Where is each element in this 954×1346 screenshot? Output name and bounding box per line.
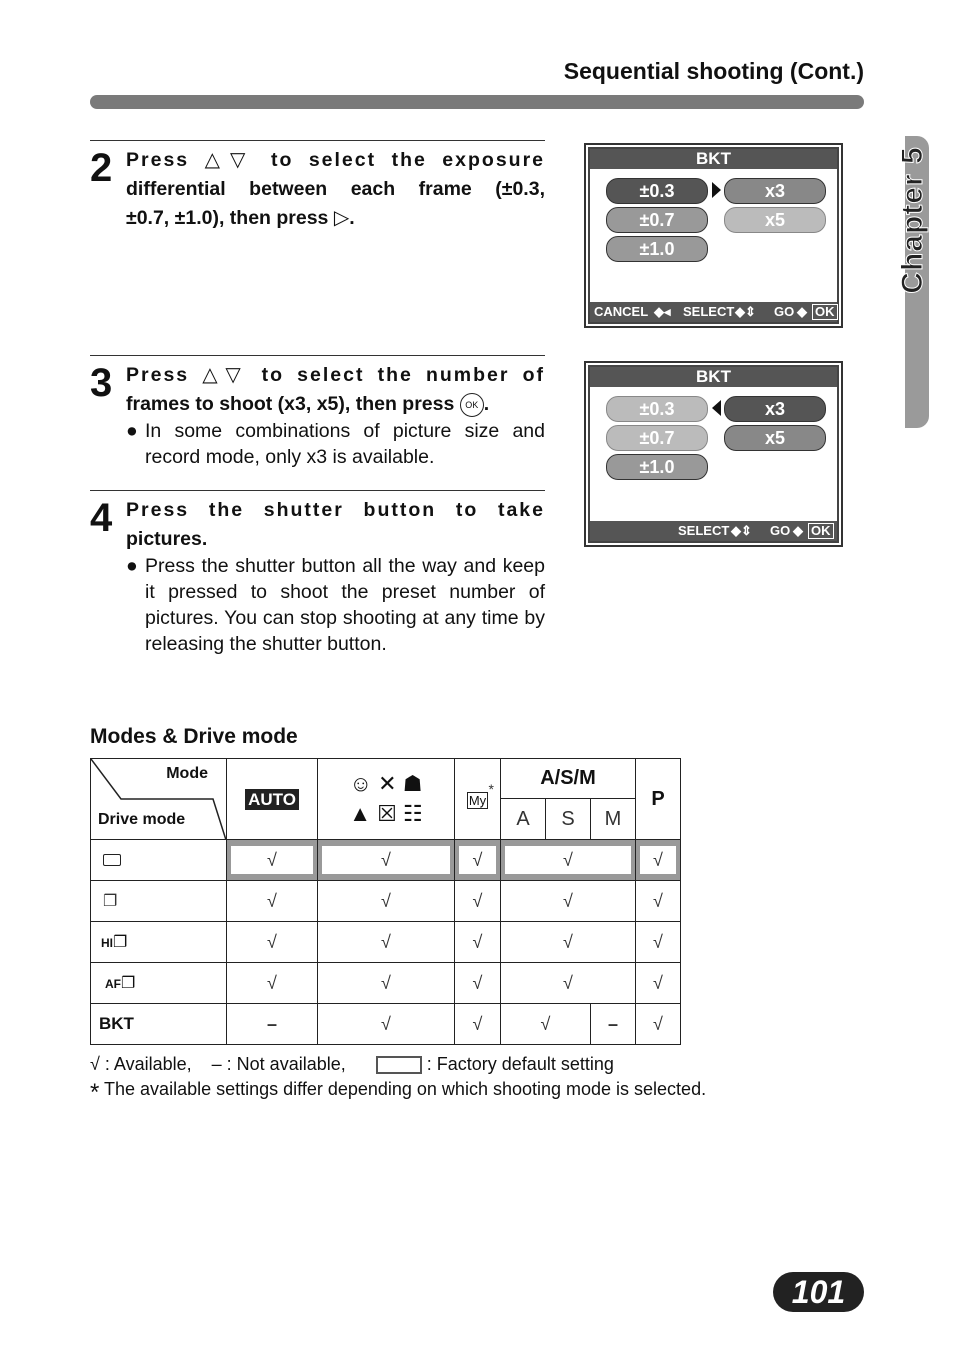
page-header-title: Sequential shooting (Cont.)	[563, 58, 864, 84]
my-mode-header: My *	[455, 759, 501, 840]
frames-x5: x5	[724, 207, 826, 233]
bkt-screen-2	[584, 361, 843, 547]
s-mode-header: S	[546, 799, 591, 840]
option-1-0: ±1.0	[606, 236, 708, 262]
bkt-screen-1	[584, 143, 843, 328]
chapter-label: Chapter 5	[896, 146, 929, 294]
table-row: HI❐ √ √ √ √ √	[91, 922, 681, 963]
step-divider	[90, 140, 545, 141]
night-scene-icon: ☒	[377, 801, 397, 826]
screen-title: BKT	[590, 367, 837, 387]
modes-table	[90, 758, 681, 1045]
header-divider	[90, 95, 864, 109]
portrait-icon: ☺	[349, 771, 373, 796]
p-mode-header: P	[636, 759, 681, 840]
asm-header: A/S/M	[501, 759, 636, 799]
selection-arrow-icon	[712, 182, 721, 198]
step-4-bullet: ● Press the shutter button all the way and keep it pressed to shoot the preset number of pictures. You can stop shooting at any time by releasing the shutter button.	[126, 555, 545, 655]
option-1-0: ±1.0	[606, 454, 708, 480]
step-2-text: Press △▽ to select the exposure differential between each frame (±0.3, ±0.7, ±1.0), then press ▷.	[126, 149, 546, 229]
step-3-bullet: ● In some combinations of picture size and record mode, only x3 is available.	[126, 420, 545, 468]
hi-sequential-icon: ❐	[113, 934, 128, 951]
option-0-3: ±0.3	[606, 396, 708, 422]
my-mode-icon: My	[468, 792, 487, 808]
table-title: Modes & Drive mode	[90, 725, 298, 748]
selection-arrow-icon	[712, 400, 721, 416]
page-number: 101	[773, 1272, 864, 1312]
legend-line: √ : Available, – : Not available, : Factory default setting	[90, 1054, 614, 1074]
option-0-7: ±0.7	[606, 207, 708, 233]
step-divider	[90, 490, 545, 491]
m-mode-header: M	[591, 799, 636, 840]
frames-x3: x3	[724, 178, 826, 204]
night-portrait-icon: ☗	[402, 771, 423, 796]
up-down-arrow-icon: △▽	[202, 364, 249, 386]
table-row: AF❐ √ √ √ √ √	[91, 963, 681, 1004]
auto-mode-header: AUTO	[227, 759, 318, 840]
self-portrait-icon: ☷	[403, 801, 423, 826]
step-3-text: Press △▽ to select the number of frames to shoot (x3, x5), then press OK .	[126, 364, 546, 415]
screen-footer: SELECT ◆⇕ GO ◆ OK	[590, 521, 837, 541]
option-0-7: ±0.7	[606, 425, 708, 451]
landscape-icon: ▲	[349, 801, 372, 826]
option-0-3: ±0.3	[606, 178, 708, 204]
step-number: 3	[90, 361, 113, 405]
star-note: * The available settings differ depending on which shooting mode is selected.	[90, 1079, 707, 1106]
right-arrow-icon: ▷	[333, 207, 350, 229]
single-frame-icon	[103, 854, 121, 866]
step-4-text: Press the shutter button to take pictures.	[126, 499, 545, 550]
sports-icon: ✕	[378, 771, 397, 796]
table-row: √ √ √ √ √	[91, 840, 681, 881]
up-down-arrow-icon: △▽	[204, 149, 256, 171]
frames-x3: x3	[724, 396, 826, 422]
sequential-icon: ❐	[91, 881, 227, 922]
table-corner-cell: Mode Drive mode	[91, 759, 227, 840]
screen-footer: CANCEL ◆◂ SELECT ◆⇕ GO ◆ OK	[590, 302, 837, 322]
table-row: ❐ √ √ √ √ √	[91, 881, 681, 922]
scene-modes-header	[318, 759, 455, 840]
ok-button-icon: OK	[460, 393, 484, 417]
default-setting-swatch	[376, 1056, 422, 1074]
step-divider	[90, 355, 545, 356]
af-sequential-icon: ❐	[121, 975, 136, 992]
step-number: 4	[90, 496, 113, 540]
frames-x5: x5	[724, 425, 826, 451]
table-row: BKT – √ √ √ – √	[91, 1004, 681, 1045]
step-number: 2	[90, 146, 113, 190]
screen-title: BKT	[590, 149, 837, 169]
a-mode-header: A	[501, 799, 546, 840]
